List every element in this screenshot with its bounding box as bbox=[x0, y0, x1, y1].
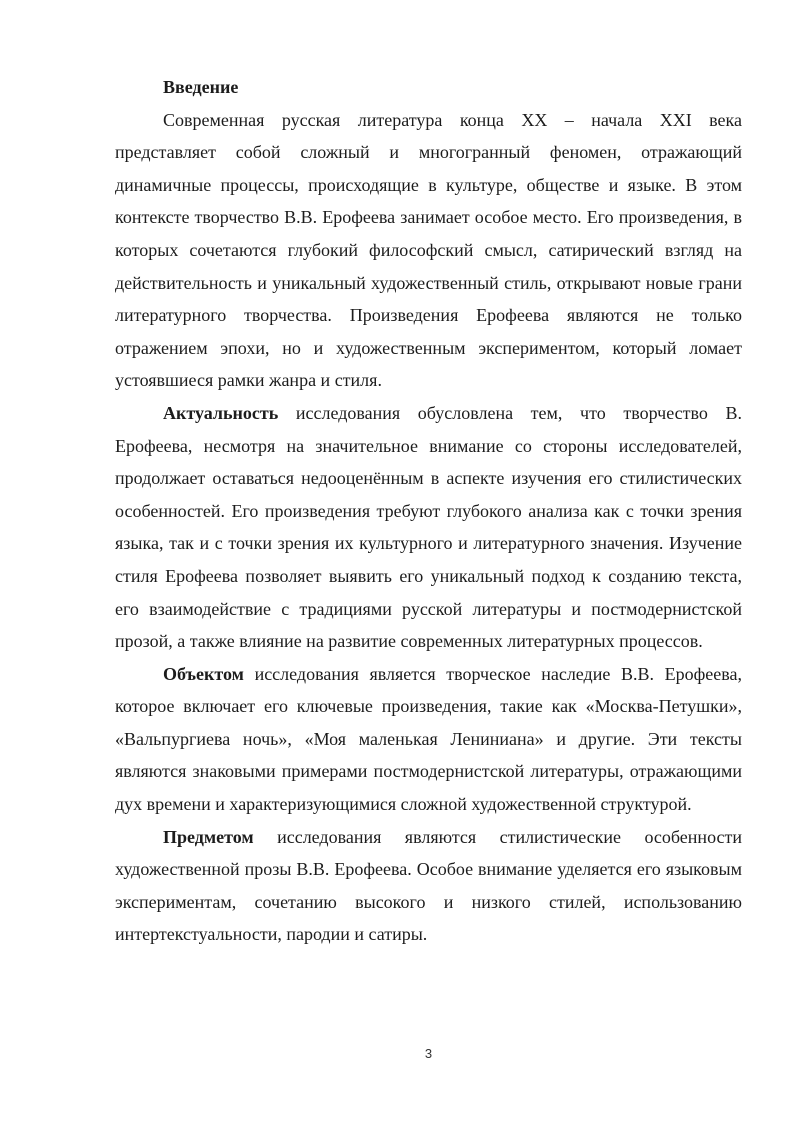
section-heading: Введение bbox=[163, 77, 239, 97]
term-object: Объектом bbox=[163, 663, 244, 684]
paragraph-text: исследования являются стилистические особенности художественной прозы В.В. Ерофеева. Особое внимание уделяется его языковым экспериментам, сочетанию высокого и низкого стилей, использованию интертекстуальности, пародии и сатиры. bbox=[115, 826, 742, 945]
paragraph-subject bbox=[115, 821, 742, 951]
page-number: 3 bbox=[424, 1046, 433, 1061]
term-relevance: Актуальность bbox=[163, 402, 279, 423]
paragraph-relevance bbox=[115, 397, 742, 658]
paragraph-text: исследования обусловлена тем, что творчество В. Ерофеева, несмотря на значительное внимание со стороны исследователей, продолжает оставаться недооценённым в аспекте изучения его стилистических особенностей. Его произведения требуют глубокого анализа как с точки зрения языка, так и с точки зрения их культурного и литературного значения. Изучение стиля Ерофеева позволяет выявить его уникальный подход к созданию текста, его взаимодействие с традициями русской литературы и постмодернистской прозой, а также влияние на развитие современных литературных процессов. bbox=[115, 402, 742, 652]
term-subject: Предметом bbox=[163, 826, 254, 847]
paragraph-text: исследования является творческое наследие В.В. Ерофеева, которое включает его ключевые произведения, такие как «Москва-Петушки», «Вальпургиева ночь», «Моя маленькая Лениниана» и другие. Эти тексты являются знаковыми примерами постмодернистской литературы, отражающими дух времени и характеризующимися сложной художественной структурой. bbox=[115, 663, 742, 815]
page-body bbox=[115, 71, 742, 951]
paragraph-introduction bbox=[115, 104, 742, 397]
paragraph-text: Современная русская литература конца XX – начала XXI века представляет собой сложный и многогранный феномен, отражающий динамичные процессы, происходящие в культуре, обществе и языке. В этом контексте творчество В.В. Ерофеева занимает особое место. Его произведения, в которых сочетаются глубокий философский смысл, сатирический взгляд на действительность и уникальный художественный стиль, открывают новые грани литературного творчества. Произведения Ерофеева являются не только отражением эпохи, но и художественным экспериментом, который ломает устоявшиеся рамки жанра и стиля. bbox=[115, 109, 742, 391]
paragraph-object bbox=[115, 658, 742, 821]
